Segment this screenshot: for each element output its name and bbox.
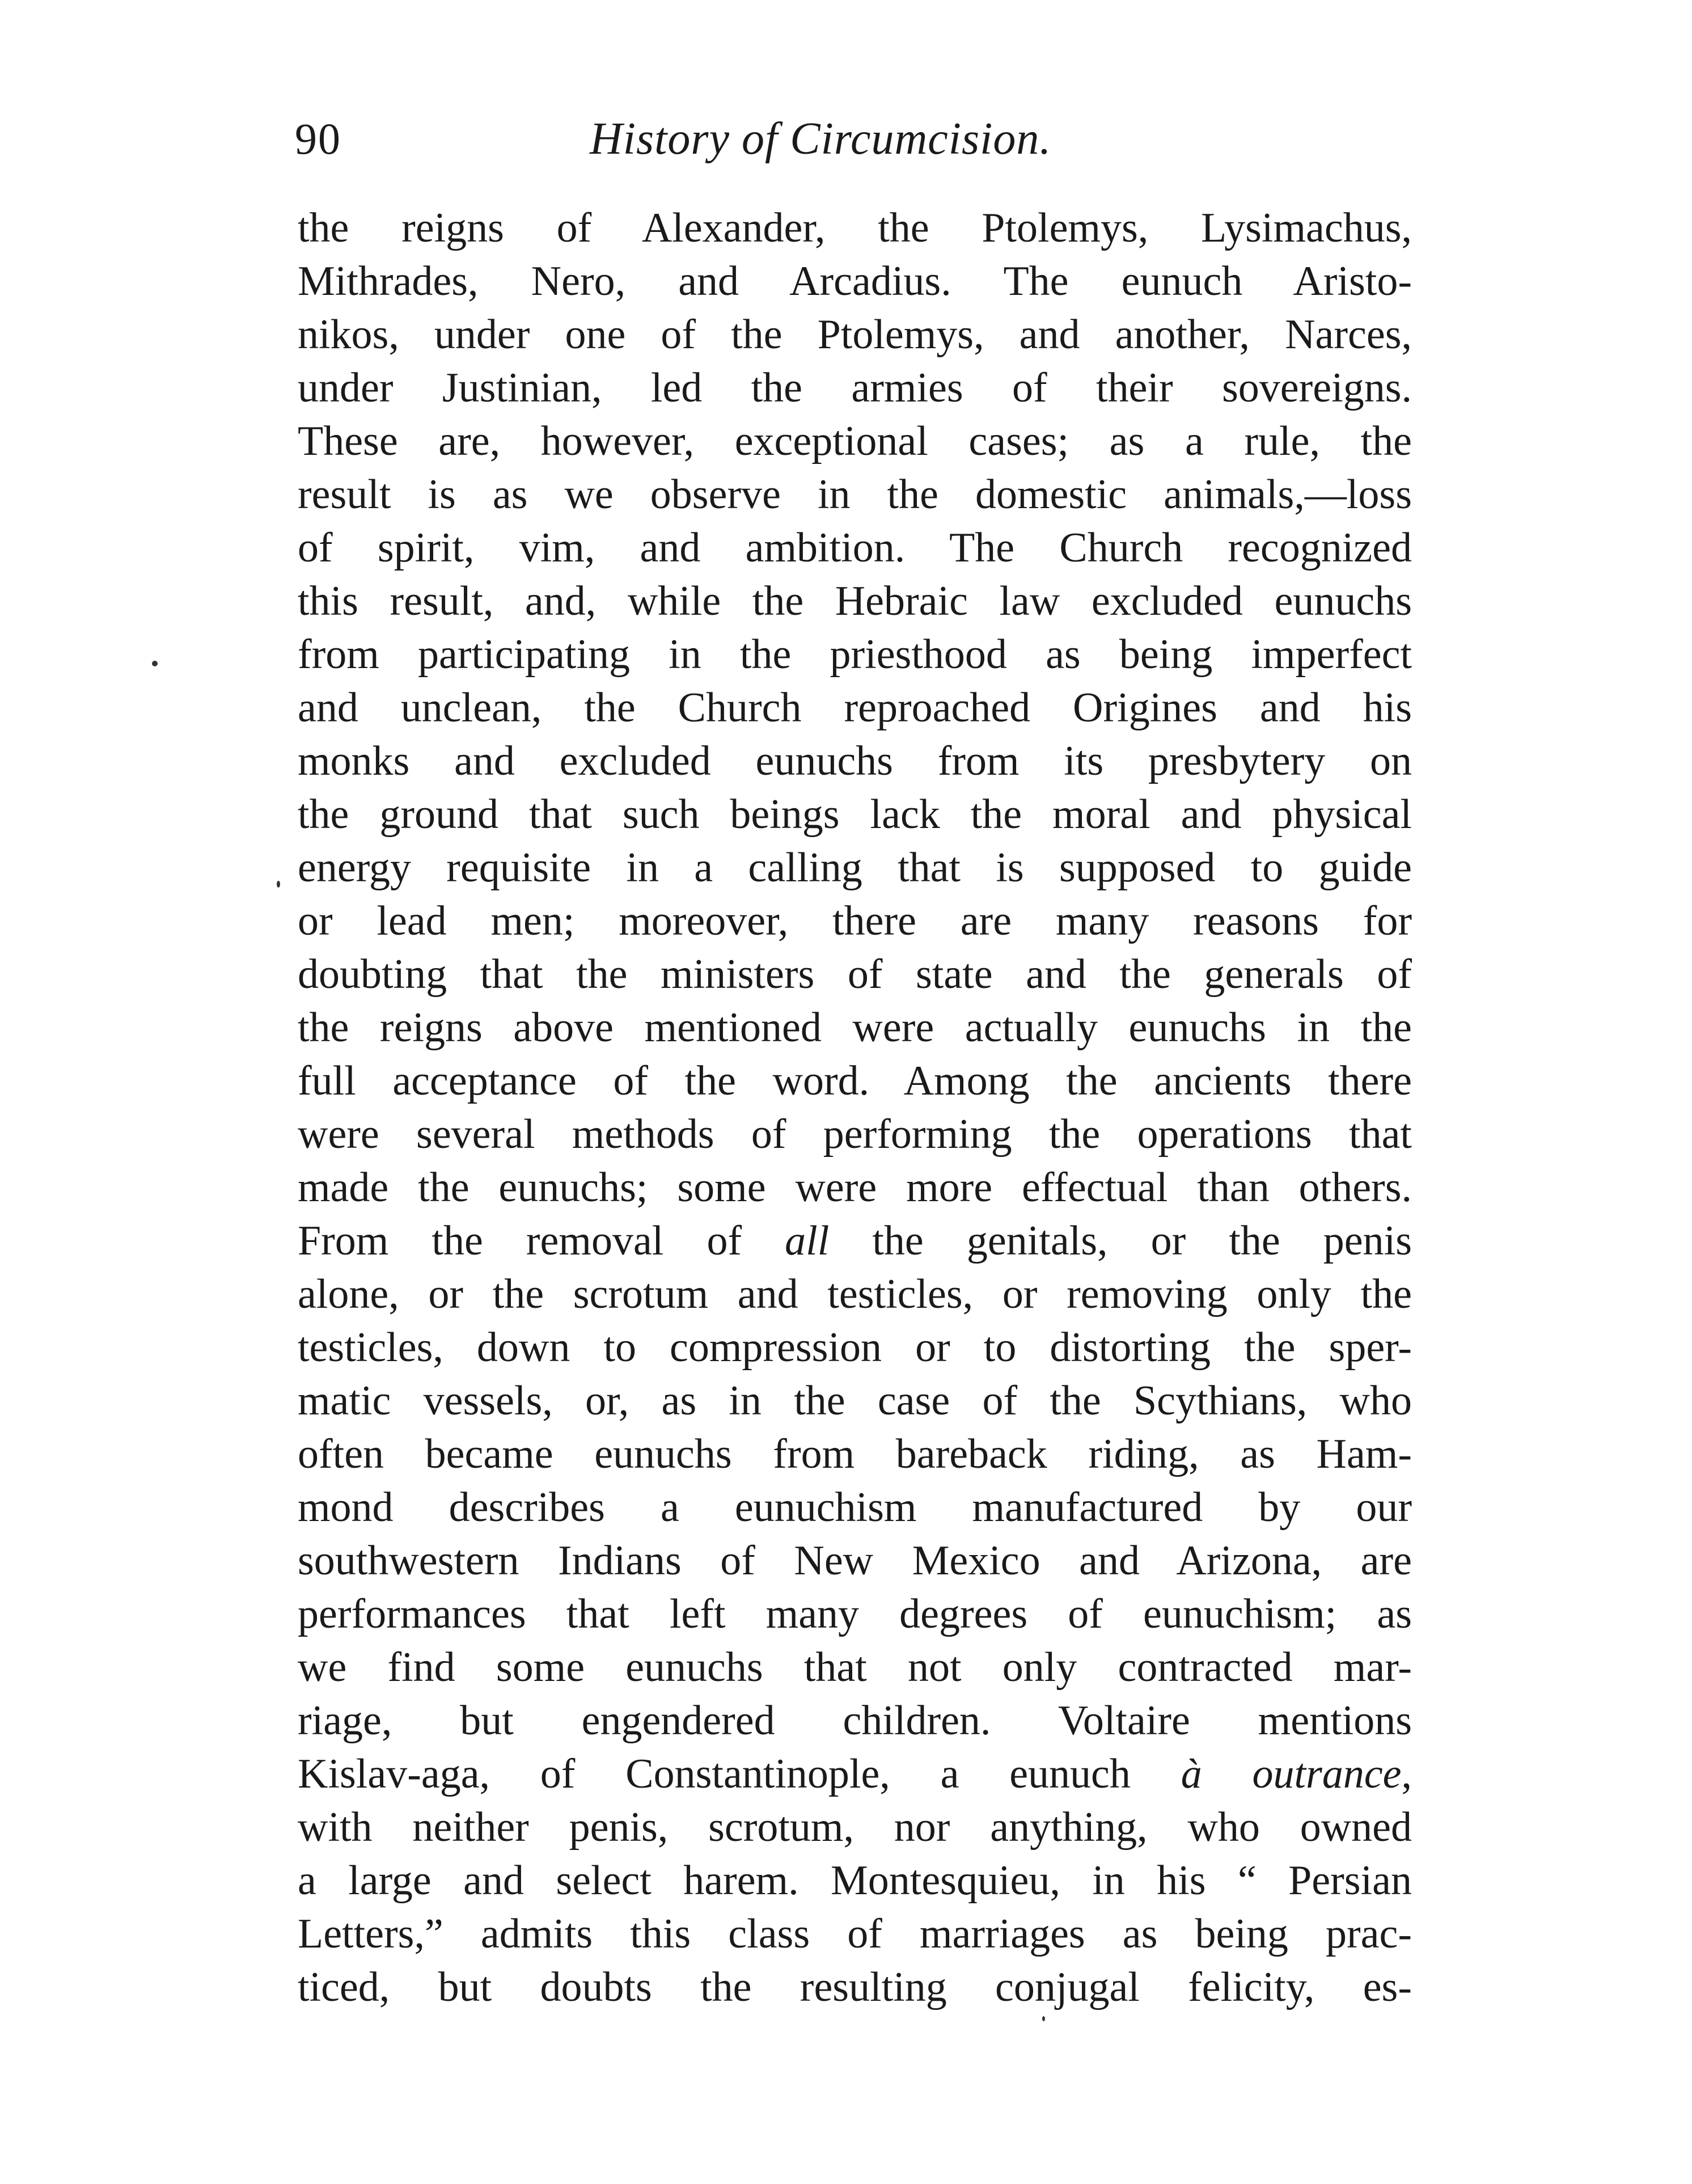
text-line: mond describes a eunuchism manufactured by our xyxy=(298,1484,1412,1531)
text-line: a large and select harem. Montesquieu, in his “ Persian xyxy=(298,1857,1412,1904)
scan-speck xyxy=(152,661,158,666)
text-line: this result, and, while the Hebraic law excluded eunuchs xyxy=(298,578,1412,624)
text-line: Mithrades, Nero, and Arcadius. The eunuch Aristo- xyxy=(298,258,1412,305)
scan-speck xyxy=(277,881,280,888)
text-line: monks and excluded eunuchs from its presbytery on xyxy=(298,738,1412,784)
text-line: testicles, down to compression or to distorting the sper- xyxy=(298,1324,1412,1371)
text-line: nikos, under one of the Ptolemys, and another, Narces, xyxy=(298,311,1412,358)
text-line: with neither penis, scrotum, nor anything, who owned xyxy=(298,1804,1412,1851)
text-line: ticed, but doubts the resulting conjugal felicity, es- xyxy=(298,1964,1412,2010)
text-line: of spirit, vim, and ambition. The Church recognized xyxy=(298,525,1412,571)
text-line xyxy=(298,1747,1412,1801)
line-segment: Kislav-aga, of Constantinople, a eunuch xyxy=(298,1751,1181,1797)
text-line: under Justinian, led the armies of their sovereigns. xyxy=(298,365,1412,411)
text-line: or lead men; moreover, there are many reasons for xyxy=(298,898,1412,944)
running-title: History of Circumcision. xyxy=(590,114,1052,164)
text-line: These are, however, exceptional cases; as a rule, the xyxy=(298,418,1412,464)
text-line: the reigns above mentioned were actually eunuchs in the xyxy=(298,1004,1412,1051)
page-number: 90 xyxy=(295,114,341,163)
text-line: full acceptance of the word. Among the ancients there xyxy=(298,1058,1412,1104)
body-text xyxy=(298,201,1412,2014)
page-header xyxy=(295,108,1423,170)
text-line: alone, or the scrotum and testicles, or removing only the xyxy=(298,1271,1412,1317)
text-line: often became eunuchs from bareback riding, as Ham- xyxy=(298,1431,1412,1477)
text-line: and unclean, the Church reproached Origines and his xyxy=(298,685,1412,731)
line-segment: , xyxy=(1401,1751,1412,1797)
scan-speck xyxy=(1042,2016,1045,2021)
text-line: doubting that the ministers of state and the generals of xyxy=(298,951,1412,998)
italic-word: all xyxy=(785,1218,830,1264)
text-line: performances that left many degrees of eunuchism; as xyxy=(298,1591,1412,1637)
text-line: the reigns of Alexander, the Ptolemys, Lysimachus, xyxy=(298,205,1412,251)
italic-phrase: à outrance xyxy=(1181,1751,1402,1797)
text-line: we find some eunuchs that not only contracted mar- xyxy=(298,1644,1412,1691)
line-segment: the genitals, or the penis xyxy=(829,1218,1412,1264)
text-line: southwestern Indians of New Mexico and Arizona, are xyxy=(298,1537,1412,1584)
text-line: were several methods of performing the operations that xyxy=(298,1111,1412,1158)
text-line: from participating in the priesthood as being imperfect xyxy=(298,631,1412,678)
text-line: riage, but engendered children. Voltaire mentions xyxy=(298,1697,1412,1744)
text-line: made the eunuchs; some were more effectual than others. xyxy=(298,1164,1412,1211)
text-line: energy requisite in a calling that is supposed to guide xyxy=(298,844,1412,891)
text-line: the ground that such beings lack the moral and physical xyxy=(298,791,1412,838)
text-line: Letters,” admits this class of marriages as being prac- xyxy=(298,1911,1412,1957)
text-line: matic vessels, or, as in the case of the Scythians, who xyxy=(298,1378,1412,1424)
text-line: result is as we observe in the domestic animals,—loss xyxy=(298,471,1412,518)
line-segment: From the removal of xyxy=(298,1218,785,1264)
text-line xyxy=(298,1214,1412,1268)
